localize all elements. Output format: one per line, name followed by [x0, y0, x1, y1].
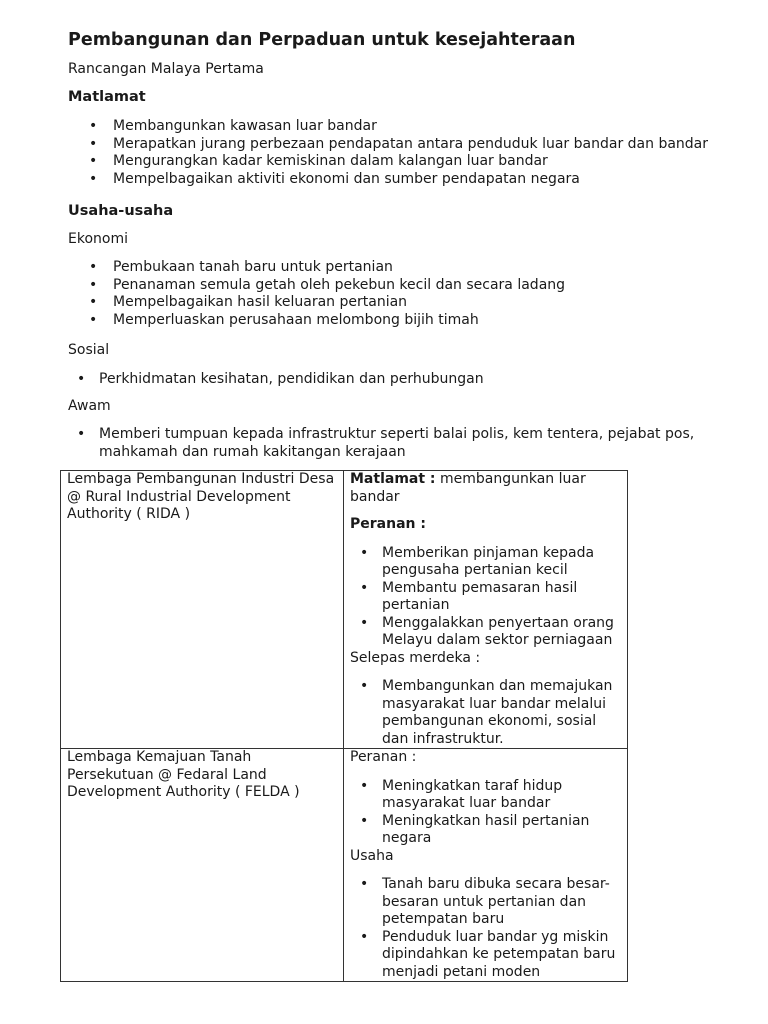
list-item: • Meningkatkan hasil pertanian negara: [350, 813, 621, 848]
rida-name: Lembaga Pembangunan Industri Desa @ Rural Industrial Development Authority ( RIDA ): [67, 471, 335, 522]
list-item: • Membangunkan kawasan luar bandar: [68, 118, 758, 136]
usaha-heading: Usaha-usaha: [68, 203, 174, 219]
list-item: • Pembukaan tanah baru untuk pertanian: [68, 259, 758, 277]
rida-selepas-list: [350, 678, 621, 748]
subtitle: Rancangan Malaya Pertama: [68, 61, 264, 77]
rida-peranan-label-text: Peranan :: [350, 516, 426, 532]
sosial-list: [68, 371, 758, 389]
rida-selepas-label: Selepas merdeka :: [350, 649, 481, 666]
list-item: • Perkhidmatan kesihatan, pendidikan dan perhubungan: [68, 371, 758, 389]
felda-usaha-list: [350, 876, 621, 981]
list-item: • Meningkatkan taraf hidup masyarakat luar bandar: [350, 778, 621, 813]
list-item: • Tanah baru dibuka secara besar-besaran untuk pertanian dan petempatan baru: [350, 876, 621, 929]
list-item: • Membangunkan dan memajukan masyarakat luar bandar melalui pembangunan ekonomi, sosial dan infrastruktur.: [350, 678, 621, 748]
table-row-rida: [61, 471, 628, 749]
felda-peranan-label: Peranan :: [350, 749, 417, 765]
list-item: • Memberi tumpuan kepada infrastruktur seperti balai polis, kem tentera, pejabat pos, mahkamah dan rumah kakitangan kerajaan: [68, 426, 698, 461]
ekonomi-label: Ekonomi: [68, 231, 128, 247]
rida-matlamat-label: Matlamat :: [350, 471, 436, 487]
list-item: • Mempelbagaikan hasil keluaran pertanian: [68, 294, 758, 312]
awam-list: [68, 426, 698, 461]
list-item: • Membantu pemasaran hasil pertanian: [350, 580, 621, 615]
sosial-label: Sosial: [68, 342, 110, 358]
felda-details-cell: [344, 749, 628, 982]
felda-name-cell: [61, 749, 344, 982]
ekonomi-list: [68, 259, 758, 329]
matlamat-heading: Matlamat: [68, 89, 146, 105]
rida-name-cell: [61, 471, 344, 749]
page-title: Pembangunan dan Perpaduan untuk kesejahteraan: [68, 30, 576, 50]
felda-peranan-list: [350, 778, 621, 848]
rida-matlamat: [350, 471, 621, 506]
list-item: • Penanaman semula getah oleh pekebun kecil dan secara ladang: [68, 277, 758, 295]
list-item: • Mengurangkan kadar kemiskinan dalam kalangan luar bandar: [68, 153, 758, 171]
felda-name: Lembaga Kemajuan Tanah Persekutuan @ Fedaral Land Development Authority ( FELDA ): [67, 749, 300, 800]
list-item: • Menggalakkan penyertaan orang Melayu dalam sektor perniagaan: [350, 615, 621, 650]
rida-peranan-list: [350, 545, 621, 650]
list-item: • Mempelbagaikan aktiviti ekonomi dan sumber pendapatan negara: [68, 171, 758, 189]
rida-matlamat-text: membangunkan luar bandar: [350, 471, 586, 505]
rida-peranan-label: [350, 516, 621, 534]
list-item: • Memberikan pinjaman kepada pengusaha pertanian kecil: [350, 545, 621, 580]
rida-details-cell: [344, 471, 628, 749]
agency-table: [60, 470, 628, 982]
awam-label: Awam: [68, 398, 111, 414]
table-row-felda: [61, 749, 628, 982]
list-item: • Memperluaskan perusahaan melombong bijih timah: [68, 312, 758, 330]
list-item: • Penduduk luar bandar yg miskin dipindahkan ke petempatan baru menjadi petani moden: [350, 929, 621, 982]
felda-usaha-label: Usaha: [350, 847, 394, 864]
matlamat-list: [68, 118, 758, 188]
list-item: • Merapatkan jurang perbezaan pendapatan antara penduduk luar bandar dan bandar: [68, 136, 758, 154]
